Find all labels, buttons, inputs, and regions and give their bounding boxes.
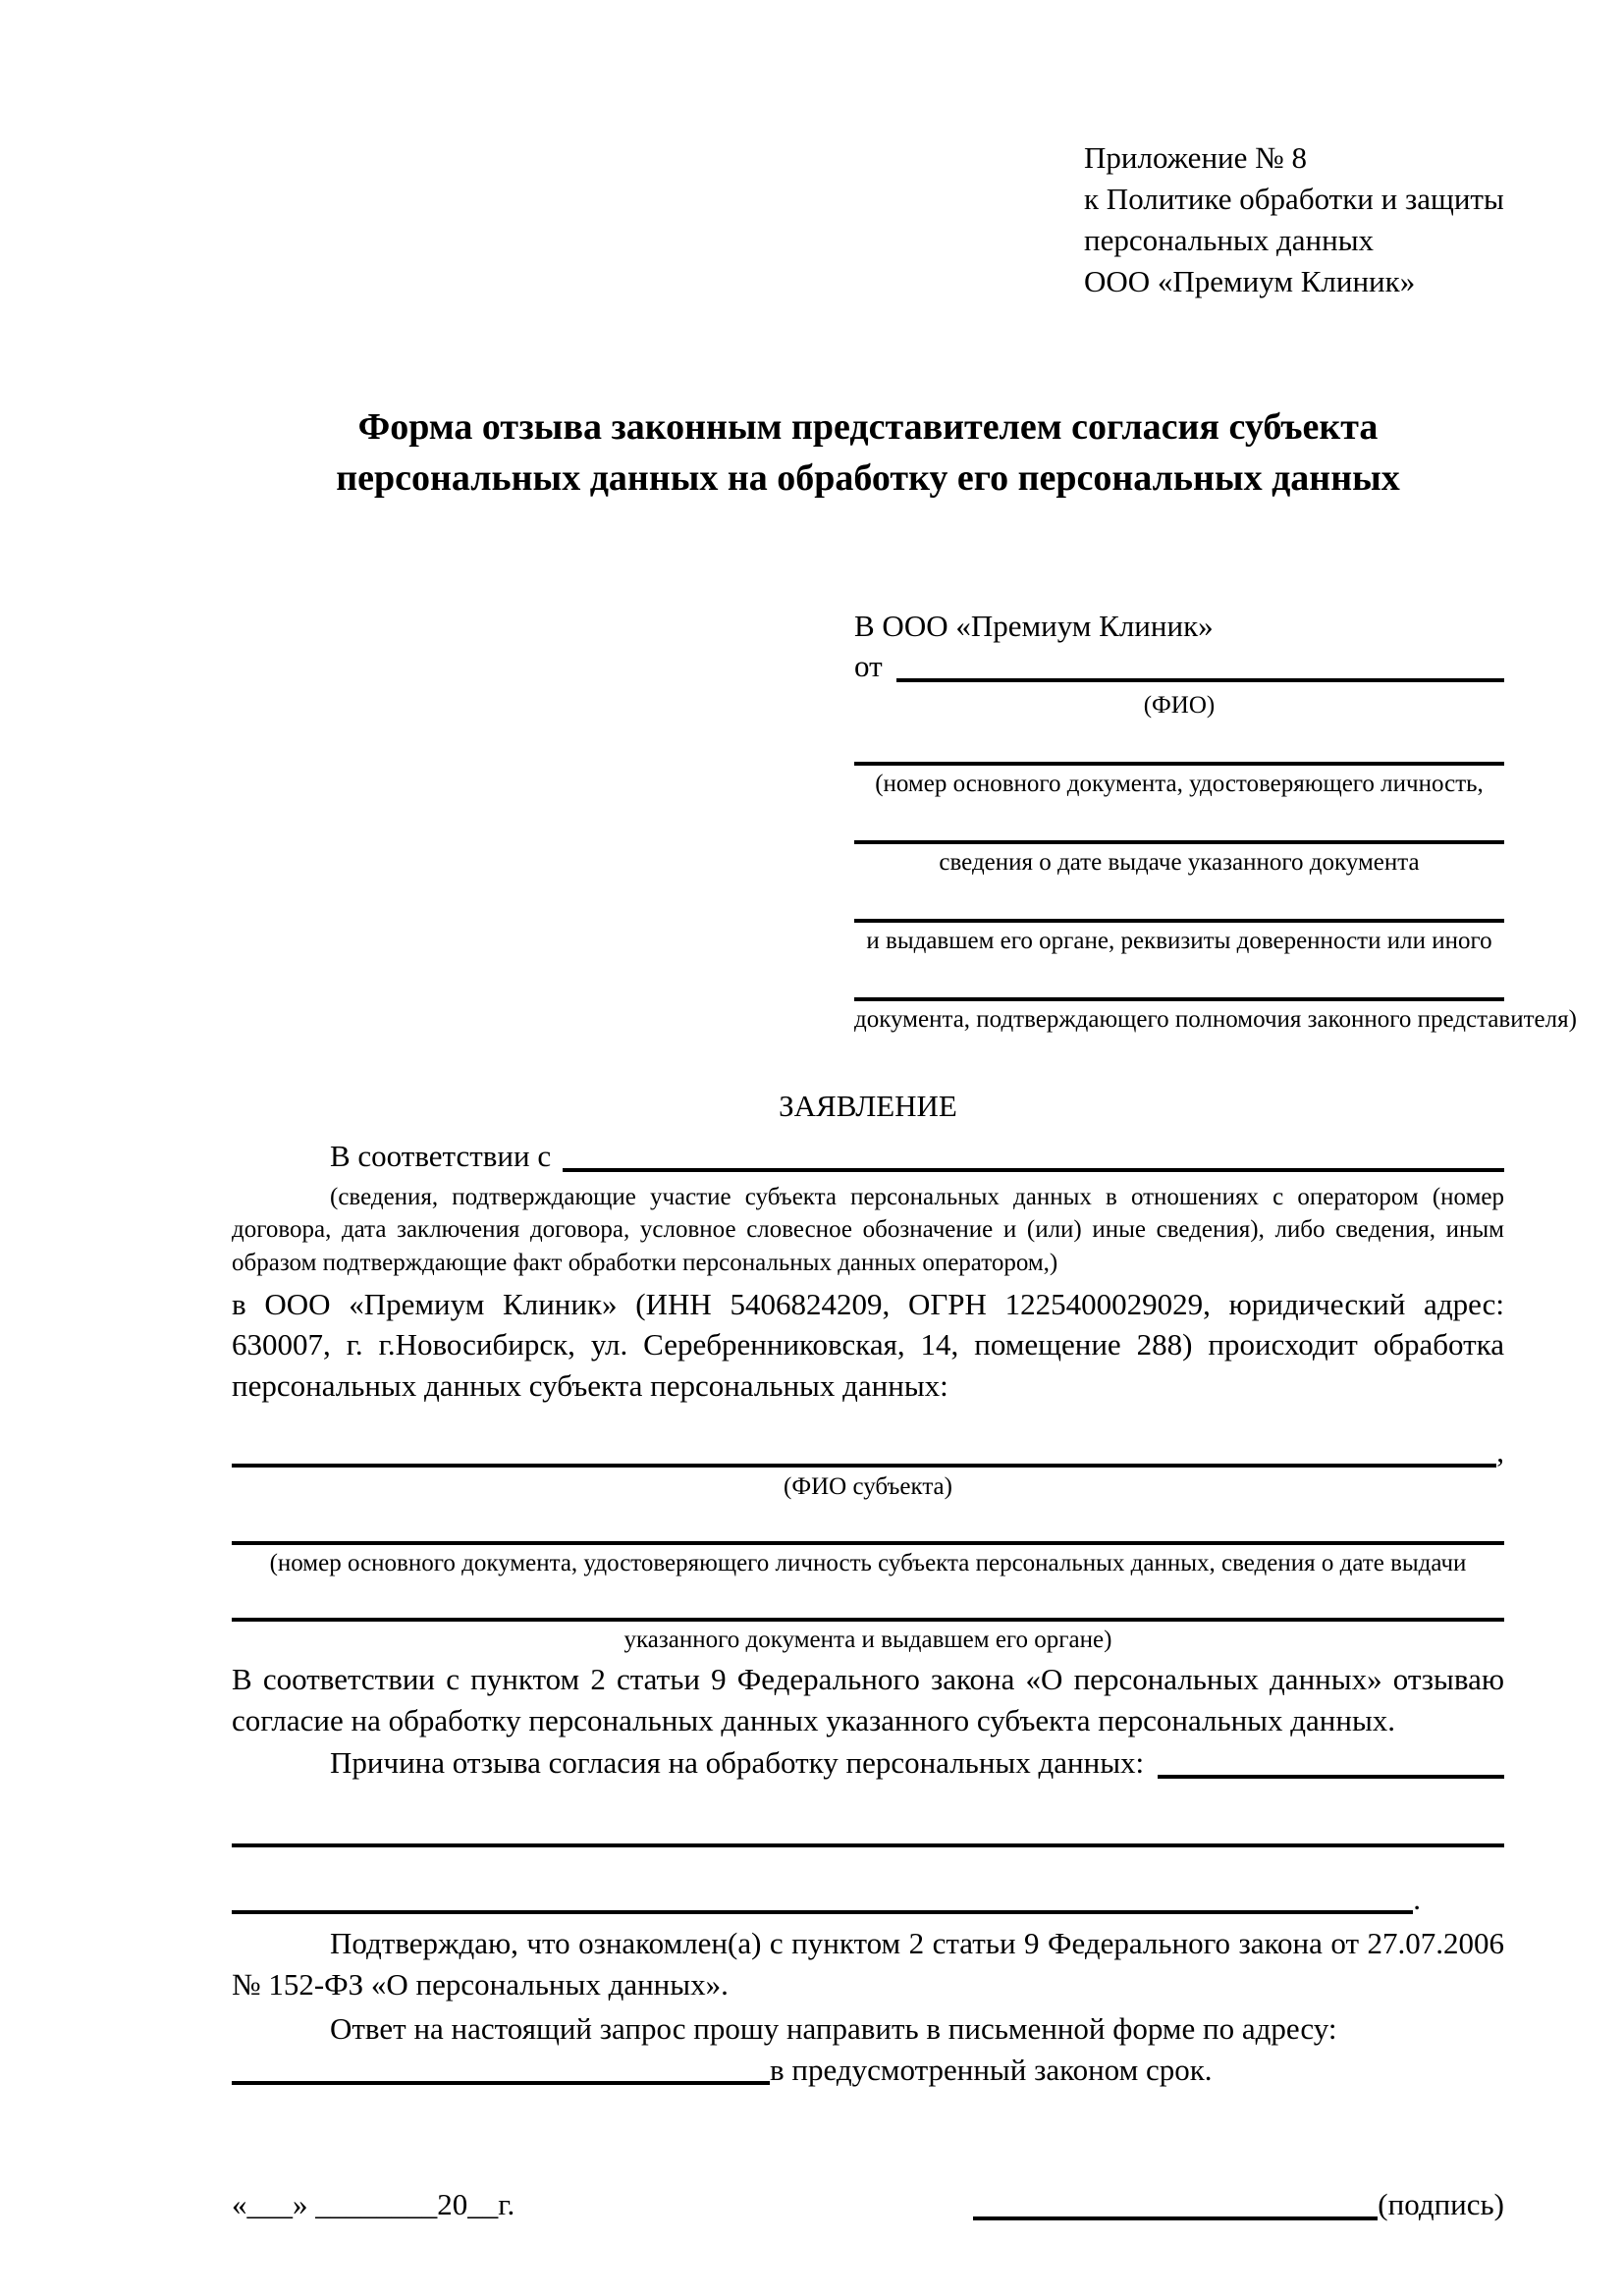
date-line: «___» ________20__г. — [232, 2187, 515, 2222]
signature-blank-line — [973, 2216, 1378, 2220]
reason-continuation-blank-line-2 — [232, 1909, 1413, 1914]
reason-label: Причина отзыва согласия на обработку персональных данных: — [330, 1745, 1145, 1781]
operator-paragraph: в ООО «Премиум Клиник» (ИНН 5406824209, ОГРН 1225400029029, юридический адрес: 630007, г. г.Новосибирск, ул. Серебренниковская, 14, помещение 288) происходит обработка персональных данных субъекта персональных данных: — [232, 1286, 1504, 1403]
fio-blank-line — [896, 677, 1504, 682]
subject-doc-issuer-blank-line — [232, 1578, 1504, 1622]
subject-doc-field — [232, 1502, 1504, 1655]
subject-doc-caption-2: указанного документа и выдавшем его органе) — [623, 1627, 1112, 1653]
recipient-block — [854, 606, 1577, 1035]
footer-row — [232, 2184, 1504, 2225]
signature-group — [973, 2184, 1504, 2225]
confirm-paragraph: Подтверждаю, что ознакомлен(а) с пунктом 2 статьи 9 Федерального закона от 27.07.2006 № 152-ФЗ «О персональных данных». — [232, 1926, 1504, 2002]
subject-doc-blank-line — [232, 1502, 1504, 1545]
appendix-header — [1084, 137, 1504, 303]
appendix-line: к Политике обработки и защиты — [1084, 182, 1504, 217]
doc-caption-3: и выдавшем его органе, реквизиты доверенности или иного — [866, 927, 1492, 954]
address-blank-line — [232, 2081, 770, 2085]
reply-address-line — [232, 2050, 1504, 2091]
document-title-line1: Форма отзыва законным представителем согласия субъекта — [357, 405, 1379, 448]
fio-caption: (ФИО) — [1143, 691, 1216, 719]
reason-continuation-end-line — [232, 1879, 1504, 1920]
statement-heading: ЗАЯВЛЕНИЕ — [779, 1088, 957, 1123]
doc-number-blank-line — [854, 721, 1504, 766]
from-label: от — [854, 649, 883, 684]
reply-suffix: в предусмотренный законом срок. — [770, 2052, 1213, 2087]
appendix-line: персональных данных — [1084, 223, 1375, 258]
withdraw-paragraph: В соответствии с пунктом 2 статьи 9 Федерального закона «О персональных данных» отзываю согласие на обработку персональных данных указанного субъекта персональных данных. — [232, 1662, 1504, 1737]
subject-fio-blank-line — [232, 1463, 1496, 1468]
intro-note: (сведения, подтверждающие участие субъекта персональных данных в отношениях с оператором (номер договора, дата заключения договора, условное словесное обозначение и (или) иные сведения), либо сведения, иным образом подтверждающие факт обработки персональных данных оператором,) — [232, 1183, 1504, 1277]
reason-blank-line — [1158, 1774, 1504, 1779]
doc-caption-1: (номер основного документа, удостоверяющего личность, — [875, 770, 1484, 797]
reply-sentence: Ответ на настоящий запрос прошу направить в письменной форме по адресу: — [330, 2011, 1337, 2047]
appendix-line: Приложение № 8 — [1084, 140, 1307, 175]
basis-blank-line — [563, 1167, 1504, 1172]
recipient-to-line: В ООО «Премиум Клиник» — [854, 608, 1214, 643]
doc-caption-2: сведения о дате выдаче указанного документа — [939, 848, 1420, 876]
signature-caption: (подпись) — [1378, 2187, 1504, 2222]
doc-authority-blank-line — [854, 956, 1504, 1001]
intro-line — [232, 1136, 1504, 1177]
doc-issue-date-blank-line — [854, 799, 1504, 844]
doc-issuer-blank-line — [854, 878, 1504, 923]
line-end-period: . — [1413, 1881, 1421, 1916]
appendix-line: ООО «Премиум Клиник» — [1084, 264, 1416, 299]
document-title-line2: персональных данных на обработку его персональных данных — [336, 457, 1400, 500]
subject-fio-line — [232, 1431, 1504, 1472]
document-title — [232, 401, 1504, 505]
from-line — [854, 646, 1504, 687]
reason-line — [232, 1742, 1504, 1784]
intro-prefix: В соответствии с — [330, 1139, 552, 1174]
reason-continuation-blank-line — [232, 1842, 1504, 1847]
subject-doc-caption-1: (номер основного документа, удостоверяющего личность субъекта персональных данных, сведения о дате выдачи — [269, 1550, 1467, 1576]
subject-line-comma: , — [1496, 1434, 1504, 1469]
doc-caption-4: документа, подтверждающего полномочия законного представителя) — [854, 1005, 1577, 1033]
subject-fio-caption: (ФИО субъекта) — [784, 1473, 952, 1500]
